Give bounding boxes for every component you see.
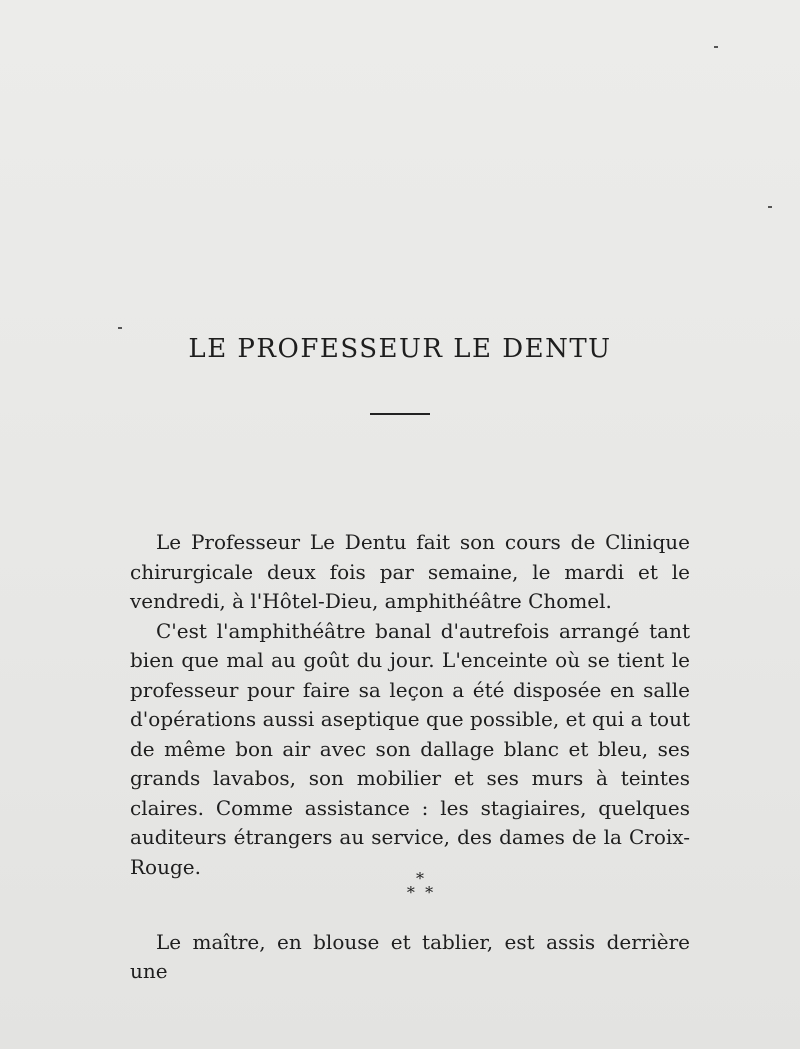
page-title: LE PROFESSEUR LE DENTU: [188, 334, 612, 365]
paragraph-continuing: Le maître, en blouse et tablier, est assis derrière une: [130, 930, 690, 983]
paragraph: C'est l'amphithéâtre banal d'autrefois arrangé tant bien que mal au goût du jour. L'enceinte où se tient le professeur pour faire sa leçon a été disposée en salle d'opérations aussi aseptique que possible, et qui a tout de même bon air avec son dallage blanc et bleu, ses grands lavabos, son mobilier et ses murs à teintes claires. Comme assistance : les stagiaires, quelques auditeurs étrangers au service, des dames de la Croix-Rouge.: [130, 618, 690, 879]
title-rule: [370, 413, 430, 415]
paper-speck: [118, 327, 122, 329]
text-body: [130, 528, 690, 882]
paper-speck: [714, 46, 718, 48]
paragraph: Le Professeur Le Dentu fait son cours de Clinique chirurgicale deux fois par semaine, le mardi et le vendredi, à l'Hôtel-Dieu, amphithéâtre Chomel.: [130, 530, 690, 613]
paper-speck: [768, 206, 772, 208]
show-through: [112, 128, 672, 328]
asterism-separator: * * *: [406, 869, 434, 902]
